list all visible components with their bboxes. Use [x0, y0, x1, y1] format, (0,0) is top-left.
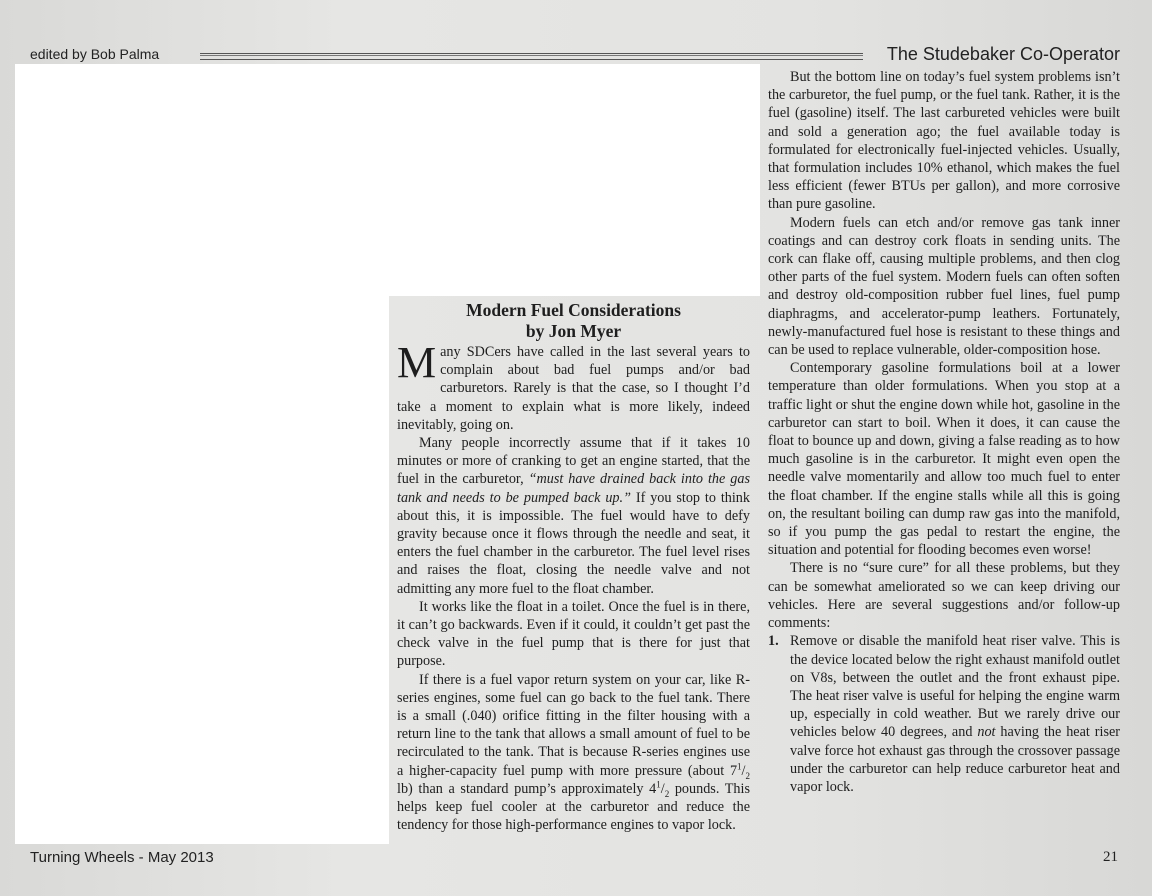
list-number: 1. [768, 633, 779, 650]
page-number: 21 [1103, 849, 1118, 865]
paragraph-modern-fuels: Modern fuels can etch and/or remove gas tank inner coatings and can destroy cork floats in sending units. The cork can flake off, causing multiple problems, and then clog other parts of the fuel system. Modern fuels can often soften and destroy old-composition rubber fuel lines, fuel pump diaphragms, and accelerator-pump leathers. Fortunately, newly-manufactured fuel hose is resistant to these things and can be used to replace vulnerable, older-composition hose. [768, 214, 1120, 359]
header-section-title: The Studebaker Co-Operator [886, 44, 1120, 64]
header-rule [200, 53, 863, 60]
paragraph-suggestions: There is no “sure cure” for all these problems, but they can be somewhat ameliorated so we can keep driving our vehicles. Here are several suggestions and/or follow-up comments: [768, 560, 1120, 632]
quoted-misconception: “must have drained back into the gas tank and needs to be pumped back up.” [397, 471, 750, 506]
paragraph-intro: Many SDCers have called in the last several years to complain about bad fuel pumps and/or bad carburetors. Rarely is that the case, so I thought I’d take a moment to explain what is more likely, indeed inevitably, going on. [397, 338, 750, 433]
list-text: Remove or disable the manifold heat riser valve. This is the device located below the right exhaust manifold outlet on V8s, between the outlet and the front exhaust pipe. The heat riser valve is useful for helping the engine warm up, especially in cold weather. But we rarely drive our vehicles below 40 degrees, and not having the heat riser valve force hot exhaust gas through the crossover passage under the carburetor can help reduce carburetor heat and vapor lock. [790, 633, 1120, 795]
drop-cap: M [397, 338, 437, 387]
header-editor-credit: edited by Bob Palma [30, 46, 160, 62]
paragraph-boiling: Contemporary gasoline formulations boil at a lower temperature than older formulations. When you stop at a traffic light or shut the engine down while hot, gasoline in the carburetor can start to boil. When it does, it can cause the float to bounce up and down, giving a false reading as to how much gasoline is in the carburetor. It might even open the needle valve momentarily and allow too much fuel to enter the float chamber. If the engine stalls while all this is going on, the resultant boiling can dump raw gas into the manifold, so if you pump the gas pedal to restart the engine, the situation and potential for flooding becomes even worse! [768, 360, 1120, 559]
paragraph-vapor-return: If there is a fuel vapor return system on your car, like R-series engines, some fuel can go back to the fuel tank. There is a small (.040) orifice fitting in the filter housing with a return line to the tank that allows a small amount of fuel to be recirculated to the tank. That is because R-series engines use a higher-capacity fuel pump with more pressure (about $7^1/_2$ lb) than a standard pump’s approximately $4^1/_2$ pounds. This helps keep fuel cooler at the carburetor and reduce the tendency for those high-performance engines to vapor lock. [397, 671, 750, 834]
redacted-area-left [15, 64, 389, 844]
paragraph-toilet-float: It works like the float in a toilet. Once the fuel is in there, it can’t go backwards. Even if it could, it couldn’t get past the check valve in the fuel pump that is there for just that purpose. [397, 598, 750, 670]
article-column-left [397, 300, 750, 834]
list-item [768, 632, 1120, 796]
paragraph-bottom-line: But the bottom line on today’s fuel system problems isn’t the carburetor, the fuel pump, or the fuel tank. Rather, it is the fuel (gasoline) itself. The last carbureted vehicles were built and sold a generation ago; the fuel available today is formulated for electronically fuel-injected vehicles. Usually, that formulation includes 10% ethanol, which makes the fuel less efficient (fewer BTUs per gallon), and more corrosive than pure gasoline. [768, 69, 1120, 213]
paragraph-cranking: Many people incorrectly assume that if it takes 10 minutes or more of cranking to get an engine started, that the fuel in the carburetor, “must have drained back into the gas tank and needs to be pumped back up.” If you stop to think about this, it is impossible. The fuel would have to defy gravity because once it flows through the needle and seat, it enters the fuel chamber in the carburetor. The fuel level rises and raises the float, closing the needle valve and not admitting any more fuel to the float chamber. [397, 435, 750, 597]
footer-publication: Turning Wheels - May 2013 [30, 849, 214, 866]
article-column-right [768, 68, 1120, 796]
article-byline: by Jon Myer [525, 321, 622, 341]
article-title: Modern Fuel Considerations [466, 300, 681, 320]
